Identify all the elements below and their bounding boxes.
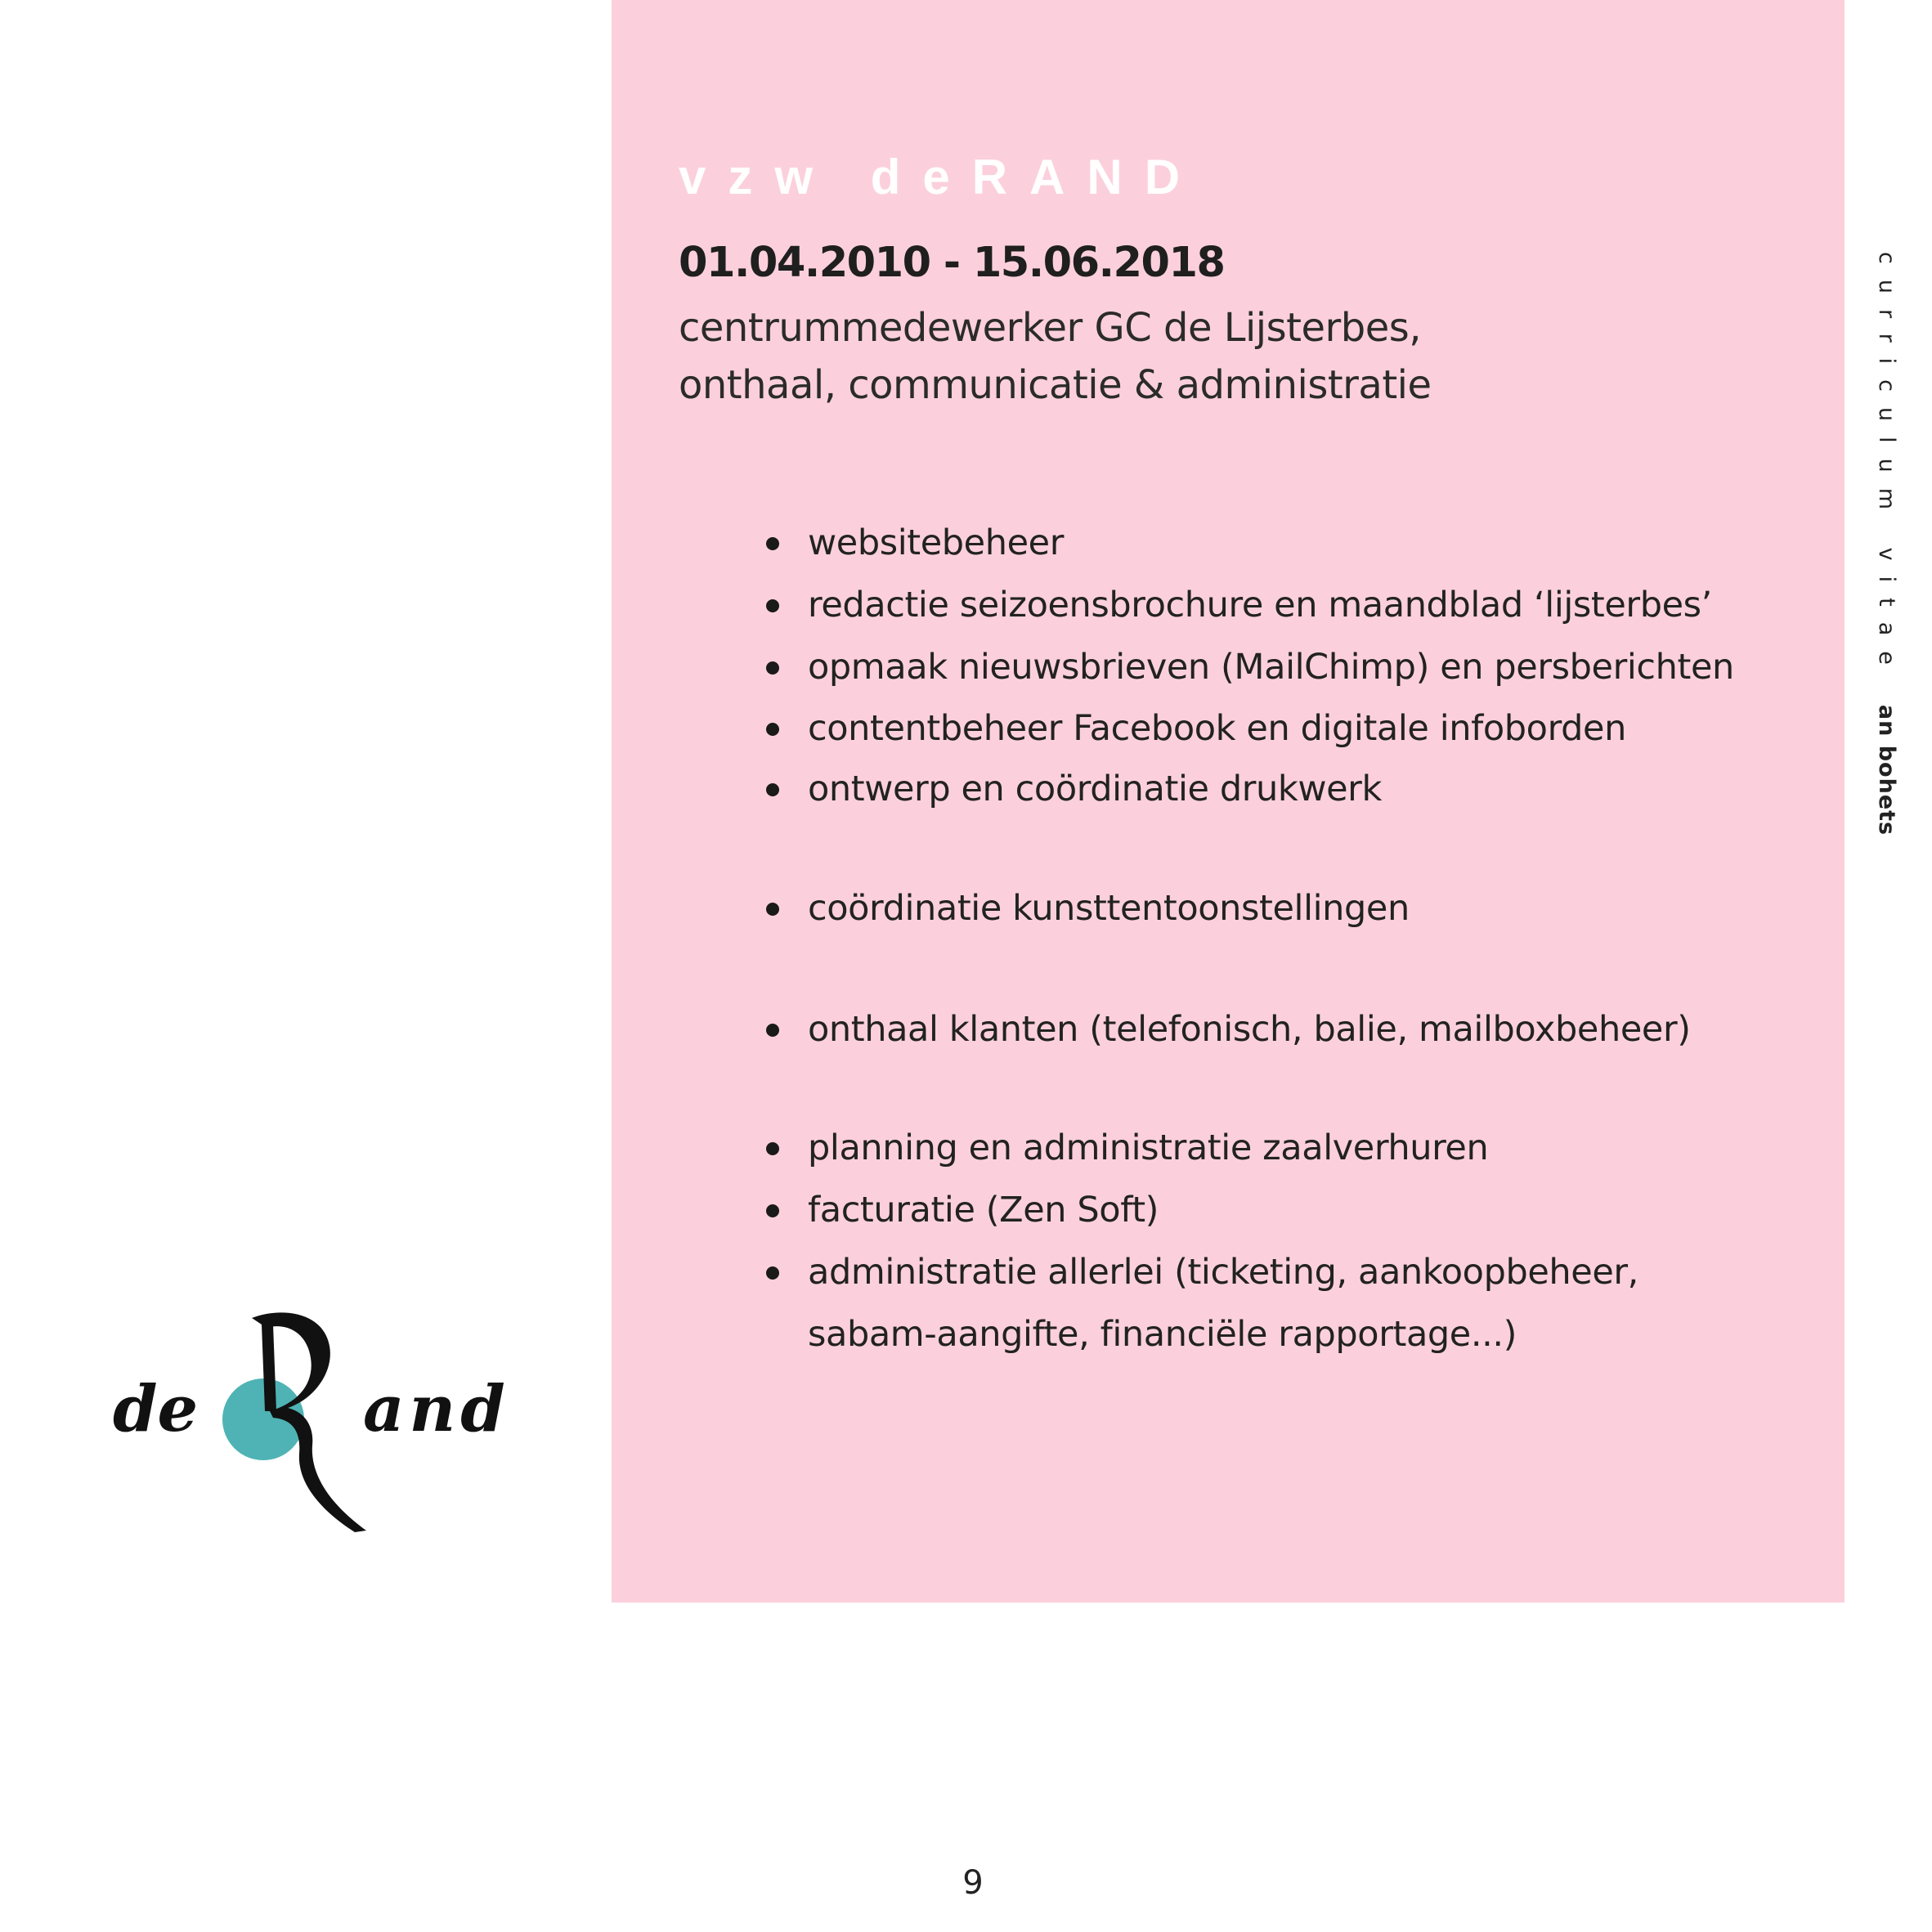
- logo-text-right: and: [363, 1372, 510, 1446]
- task-item: ontwerp en coördinatie drukwerk: [808, 758, 1382, 820]
- derand-logo: [113, 1307, 513, 1535]
- job-role-line-2: onthaal, communicatie & administratie: [679, 362, 1432, 408]
- experience-panel: [612, 0, 1845, 1603]
- job-role: [679, 299, 1432, 414]
- task-item: opmaak nieuwsbrieven (MailChimp) en persberichten: [808, 636, 1734, 698]
- logo-text-left: de: [113, 1372, 199, 1446]
- side-label: [1867, 252, 1899, 836]
- task-item: coördinatie kunsttentoonstellingen: [808, 877, 1410, 939]
- task-item: contentbeheer Facebook en digitale infoborden: [808, 697, 1626, 760]
- task-item-continuation: sabam-aangifte, financiële rapportage...): [808, 1314, 1517, 1355]
- job-role-line-1: centrummedewerker GC de Lijsterbes,: [679, 305, 1421, 351]
- organization-title: vzw deRAND: [679, 150, 1203, 204]
- task-item: onthaal klanten (telefonisch, balie, mailboxbeheer): [808, 998, 1691, 1060]
- employment-period: 01.04.2010 - 15.06.2018: [679, 239, 1225, 287]
- task-item: administratie allerlei (ticketing, aankoopbeheer,: [808, 1241, 1638, 1303]
- task-item: planning en administratie zaalverhuren: [808, 1117, 1488, 1179]
- page-number: 9: [962, 1864, 984, 1902]
- task-item: facturatie (Zen Soft): [808, 1179, 1159, 1241]
- task-item: redactie seizoensbrochure en maandblad ‘lijsterbes’: [808, 574, 1712, 636]
- task-item: websitebeheer: [808, 512, 1064, 574]
- author-name: an bohets: [1874, 704, 1899, 836]
- document-type-label: curriculum vitae: [1874, 252, 1899, 680]
